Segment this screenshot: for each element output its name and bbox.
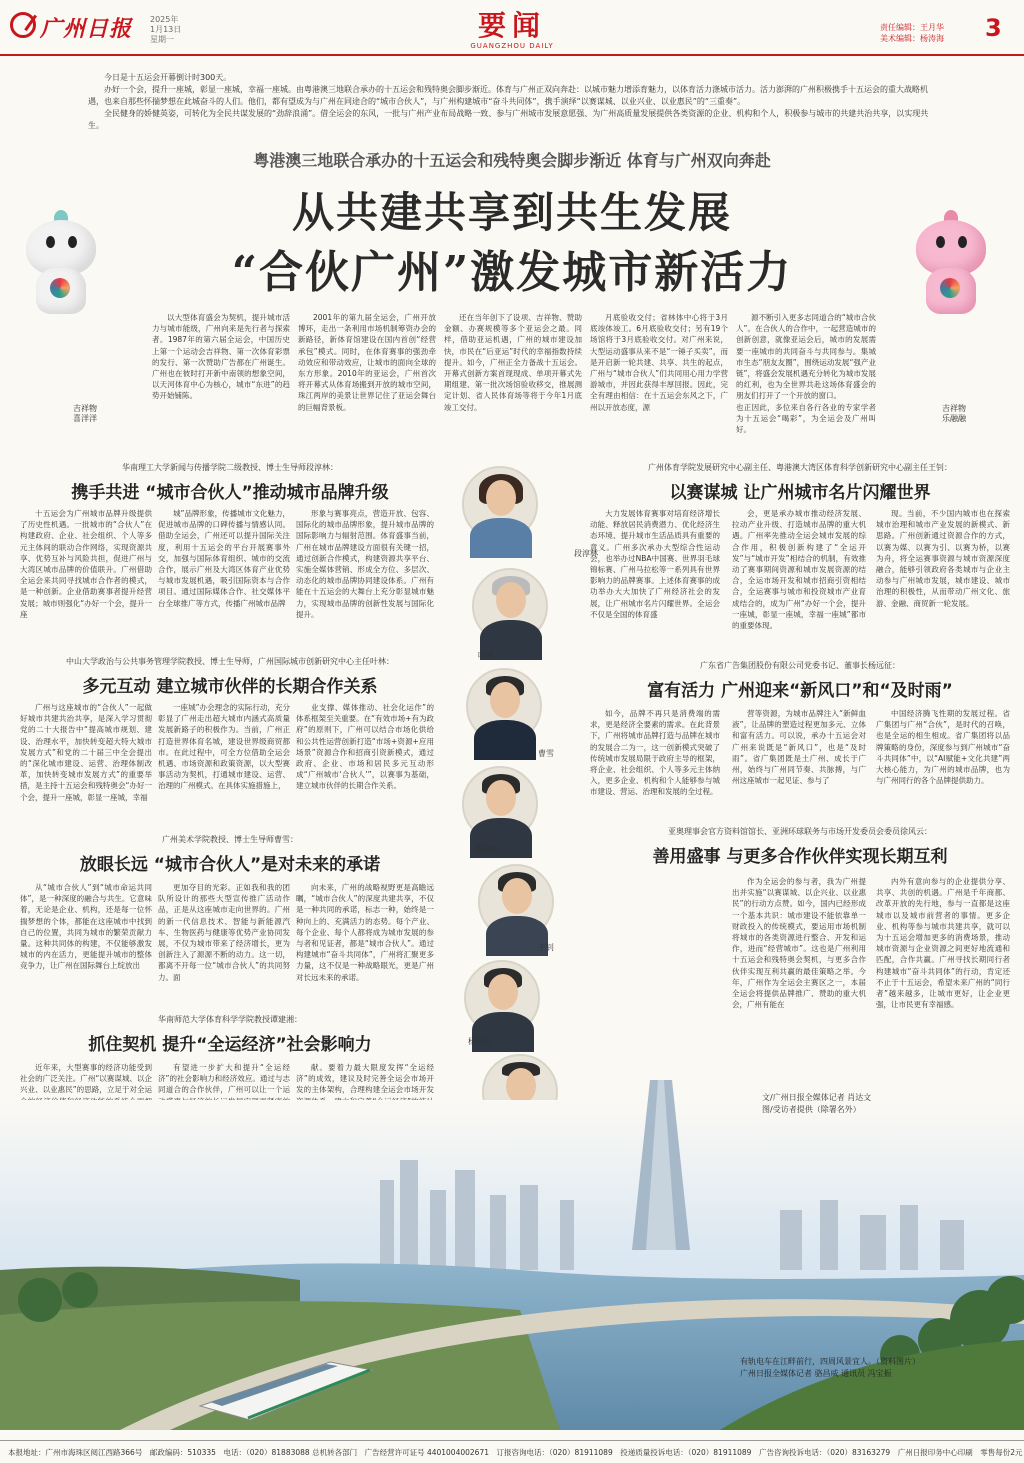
article-byline: 华南师范大学体育科学学院教授谭建湘： (158, 1015, 302, 1024)
lead-paragraph: 源不断引入更多志同道合的“城市合伙人”。在合伙人的合作中，一起营造城市的创新创意，就像亚运会后，城市的发展需要一座城市的共同奋斗与共同参与。集城市生态“朋友友圈”，围绕运动发展“强产业链”，将盛会发展机遇充分转化为城市发展的红利，也为全世界共赴这场体育盛会的朋友们打开了一个开放的窗口。 也正因此，多位来自各行各业的专家学者为十五运会“喝彩”，为全运会及广州叫好。 (736, 313, 876, 435)
portrait-photo (462, 766, 538, 842)
main-headline: 从共建共享到共生发展 (291, 188, 732, 237)
article-column (296, 1062, 434, 1102)
portrait-name: 杨远征 (468, 1037, 492, 1046)
credit-writer: 文/广州日报全媒体记者 肖达文 (762, 1093, 872, 1102)
credit-photos: 图/受访者提供（除署名外） (762, 1105, 861, 1114)
lead-paragraph: 2001年的第九届全运会，广州开放博环，走出一条利用市场机制筹资办会的新路径，新体育馆建设在国内首创“经营承包”模式。同时，在体育赛事的强劲牵动效应和带动效应，让城市的面向全球的东方形象。2010年的亚运会，广州首次将开幕式从体育场搬到开放的城市空间，珠江两岸的美景让世界记住了亚运会舞台的巨幅背景板。 (298, 313, 436, 412)
article-paragraph: 十五运会为广州城市品牌升级提供了历史性机遇。一批城市的“合伙人”在构建政府、企业、社会组织、个人等多元主体间的联动合作网络，实现资源共享、优势互补与风险共担，促进广州与大湾区城市品牌的价值联升。广州借助全运会来共同寻找城市合作者的模式，是一种创新。企业借助赛事者提升经营发展；城市则强化“办好一个会，提升一座 (20, 509, 152, 619)
portrait-name: 叶林 (478, 651, 494, 660)
guangzhou-skyline-illustration (0, 1100, 1024, 1430)
lead-column (736, 312, 876, 444)
page-number: 3 (985, 14, 1002, 42)
article-byline: 中山大学政治与公共事务管理学院教授、博士生导师，广州国际城市创新研究中心主任叶林： (66, 657, 394, 666)
article-paragraph: 业支撑、媒体推动、社会化运作”的体系框架至关重要。在“有效市场+有为政府”的原则下，广州可以结合市场化供给和公共性运营创新打造“市场+资源+应用场景”资源合作和招商引资新模式，通过政府、企业、市场和居民多元互动形成“广州城市‘合伙人’”，以赛事为基础，建立城市伙伴的长期合作关系。 (296, 703, 434, 791)
article-column (876, 876, 1010, 1086)
intro-paragraph: 办好一个会，提升一座城，彰显一座城，幸福一座城。由粤港澳三地联合承办的十五运会和残特奥会脚步渐近。体育与广州正双向奔赴：以城市魅力增添育魅力，以体育活力涤城市活力。活力澎湃的广州积极携手十五运会的重大战略机遇，也来自那些怀揣梦想在此城奋斗的人们。他们，都有望成为与广州在同途合的“城市合伙人”，与广州构建城市“奋斗共同体”，携手演绎“以赛谋城、以业兴业、以业惠民”的“三重奏”。 (88, 85, 928, 106)
section-title: 要闻 (477, 9, 546, 42)
lead-column (590, 312, 728, 444)
lead-column (298, 312, 436, 444)
article-paragraph: 会，更是承办城市推动经济发展、拉动产业升级、打造城市品牌的重大机遇。广州率先推动全运会城市发展的综合作用，积极创新构建了“全运开发”与“城市开发”相结合的机制，有效推动了赛事期间资源和城市发展资源的结合，全运市场开发和城市招商引资相结合，全运赛事与城市和投资城市产业育成结合的，成为广州“办好一个会，提升一座城，彰显一座城，幸福一座城”都市的重要体现。 (732, 509, 866, 631)
lead-column (152, 312, 290, 444)
lead-column (444, 312, 582, 444)
mascot-right-caption: 吉祥物 乐融融 (942, 404, 966, 423)
lead-paragraph: 还在当年创下了设项、吉祥物、赞助金额、办赛规模等多个亚运会之最。同样，借助亚运机遇，广州的城市建设加快，市民在“后亚运”时代的幸福指数持续提升。如今，广州正全力备战十五运会。开幕式创新方案首现现成、单项开幕式先期组建、第一批次场馆验收移交，推展测定计划、省人民体育场等将于今年1月底竣工交付。 (444, 313, 582, 412)
lead-paragraph: 以大型体育盛会为契机，提升城市活力与城市能级，广州向来是先行者与探索者。1987年的第六届全运会，中国历史上第一个运动会吉祥物、第一次体育彩票的发行、第一次赞助广告都在广州诞生。广州也在彼时打开新中南领的想象空间，以天河体育中心为核心，城市“东进”的趋势开始铺陈。 (152, 313, 290, 401)
page-footer: 本报地址：广州市海珠区阅江西路366号 邮政编码：510335 电话：（020）81883088 总机转各部门 广告经营许可证号 4401004002671 订报咨询电话：（020）81911089 投递质量投诉电话：（020）81911089 广告咨询投诉电话：（020）83163279 广州日报印务中心印刷 零售每份2元 (0, 1440, 1024, 1463)
publication-weekday: 星期一 (150, 35, 174, 44)
lead-paragraph: 月底验收交付；省林体中心将于3月底竣体竣工。6月底验收交付；另有19个场馆将于3月底验收交付。对广州来说，大型运动盛事从来不是“一锤子买卖”，而是开启新一轮共建、共享、共生的起点，广州与“城市合伙人”们共同用心用力学营游城市，并因此获得丰厚回报。因此，完全有理由相信：在十五运会东风之下，广州以开放态度，源 (590, 313, 728, 412)
photo-caption (740, 1356, 1010, 1380)
city-photo (0, 1100, 1024, 1430)
portrait-photo (462, 466, 538, 542)
mascot-left-illustration (10, 210, 110, 320)
article-paragraph: 现。当前，不少国内城市也在探索城市治理和城市产业发展的新模式、新思路。广州创新通过资源合作的方式，以赛为媒、以赛为引、以赛为桥，以赛为舟，将全运赛事资源与城市资源深度融合，能够引领政府各类城市与企业主动参与广州城市发展，城市建设、城市治理的积极性，从而带动广州文化、旅游、金融、商贸新一轮发展。 (876, 509, 1010, 608)
mascot-left-caption: 吉祥物 喜洋洋 (73, 404, 97, 423)
article-paragraph: 大力发展体育赛事对培育经济增长动能、释放居民消费潜力、优化经济生态环境、提升城市生活品质具有重要的意义。广州多次承办大型综合性运动会，也举办过NBA中国赛、世界羽毛球锦标赛、广州马拉松等一系列具有世界影响力的品牌赛事。上述体育赛事的成功举办大大加快了广州经济社会的发展，让广州城市名片闪耀世界。全运会不仅是全国的体育盛 (590, 509, 720, 619)
article-paragraph: 城”品牌形象，传播城市文化魅力，促进城市品牌的口碑传播与情感认同。借助全运会，广州还可以提升国际关注度，利用十五运会的平台开展赛事外交，加强与国际体育组织、城市的交流合作，展示广州及大湾区体育产业优势与城市发展机遇，吸引国际资本与合作项目。通过国际媒体合作、社交媒体平台全球推广等方式，传播广州城市品牌 (158, 509, 290, 608)
article-credit (762, 1092, 1022, 1116)
article-byline: 华南理工大学新闻与传播学院二级教授、博士生导师段淳林： (122, 463, 338, 472)
article-title: 富有活力 广州迎来“新风口”和“及时雨” (647, 681, 953, 701)
portrait-name: 王钊 (538, 943, 554, 952)
portrait-photo (464, 960, 540, 1036)
intro-paragraph: 今日是十五运会开幕倒计时300天。 (104, 73, 232, 82)
article-title: 抓住契机 提升“全运经济”社会影响力 (88, 1035, 372, 1055)
article-paragraph: 形象与赛事亮点，营造开放、包容、国际化的城市品牌形象，提升城市品牌的国际影响力与辐射范围。体育盛事当前，广州在城市品牌建设方面很有关键一招，通过创新合作模式，构建资源共享平台、实施全媒体营销、形成全方位、多层次、动态化的城市品牌协同建设体系。广州有能在十五运会的大舞台上充分彰显城市魅力，实现城市品牌的创新性发展与国际化提升。 (296, 509, 434, 619)
article-paragraph: 一座城”办会理念的实际行动，充分彰显了广州走出超大城市内涵式高质量发展新路子的积极作为。当前，广州正打造世界体育名城，建设世界级商贸都市。在此过程中，可全方位借助全运会机遇、市场资源和政策资源，以大型赛事活动为契机，打通城市建设、运营、治理的广州模式。在具体实施措施上， (158, 703, 290, 791)
article-paragraph: 作为全运会的参与者，我为广州提出并实施“以赛谋城、以企兴业、以业惠民”的行动方点赞。如今，国内已经形成一个基本共识：城市建设不能依靠单一财政投入的传统模式，要运用市场机制将城市的各类资源进行整合、开发和运作，进而“经营城市”。这也是广州利用十五运会和残特奥会契机，与更多合作伙伴实现互利共赢的最佳策略之举。今年，广州作为全运会主赛区之一，本届全运会将提供品牌推广、赞助的重大机会，广州有能在 (732, 877, 866, 1010)
games-logo-icon (50, 278, 70, 298)
newspaper-logo-icon (10, 12, 36, 38)
article-paragraph: 更加夺目的光彩。正如我和我的团队所设计的那些大型宣传推广活动作品，正是从这座城市走向世界的。广州的新一代信息技术、智能与新能源汽车、生物医药与健康等优势产业协同发展，不仅为城市带来了经济增长，更为创新注入了源源不断的动力。这一切，都离不开每一位“城市合伙人”的共同努力。面 (158, 883, 290, 982)
article-paragraph: 如今，品牌不再只是消费端的需求，更是经济全要素的需求。在此背景下，广州将城市品牌打造与品牌在城市的发展合二为一，这一创新模式突破了传统城市发展局限于政府主导的框架，将企业、社会组织、个人等多元主体纳入，更多企业、机构和个人能够参与城市建设、营运、治理和发展的全过程。 (590, 709, 720, 797)
newspaper-name: 广州日报 (40, 16, 133, 42)
article-column (590, 708, 720, 816)
headline-kicker: 粤港澳三地联合承办的十五运会和残特奥会脚步渐近 体育与广州双向奔赴 (253, 151, 771, 170)
article-column (296, 702, 434, 820)
article-title: 携手共进 “城市合伙人”推动城市品牌升级 (71, 483, 389, 503)
article-byline: 广东省广告集团股份有限公司党委书记、董事长杨远征： (700, 661, 900, 670)
article-paragraph: 中国经济腾飞性期的发展过程。省广集团与广州“合伙”，是时代的召唤，也是全运的相生相成。省广集团将以品牌策略的身份，深度参与到广州城市“奋斗共同体”中，以“AI赋能+文化共建”两大核心能力，为广州的城市品牌，也为与广州同行的各个品牌提供助力。 (876, 709, 1010, 786)
article-paragraph: 内外有意向参与的企业提供分享、共享、共创的机遇。广州是千年商都、改革开放的先行地，参与一直都是这座城市以及城市前营者的事情。更多企业、机构等参与城市共建共享，就可以为十五运会增加更多的消费场景，推动城市资源与企业资源之间更好地流通和匹配，合作共赢。广州寻找长期同行者构建城市“奋斗共同体”的行动，肯定还不止于十五运会，希望未来广州的“同行者”越来越多，让城市更好，让企业更强，让市民更有幸福感。 (876, 877, 1010, 1010)
publication-year: 2025年 (150, 15, 179, 24)
article-column (876, 708, 1010, 816)
games-logo-icon (940, 278, 960, 298)
main-headline-secondary: “合伙广州”激发城市新活力 (231, 247, 793, 298)
article-column (20, 702, 152, 820)
article-column (158, 1062, 290, 1102)
article-byline: 广州体育学院发展研究中心副主任、粤港澳大湾区体育科学创新研究中心副主任王钊： (648, 463, 952, 472)
photo-caption-credit: 广州日报全媒体记者 骆昌威 通讯员 冯宝振 (740, 1369, 892, 1378)
article-column (296, 882, 434, 1000)
article-column (20, 508, 152, 644)
article-byline: 广州美术学院教授、博士生导师曹雪： (162, 835, 298, 844)
article-paragraph: 营等资源，为城市品牌注入“新鲜血液”，让品牌的塑造过程更加多元、立体和富有活力。可以说，承办十五运会对广州来说既是“新风口”，也是“及时雨”。省广集团既是土广州、成长于广州，始终与广州同节奏、共脉搏，与广州这座城市一起见证、参与了 (732, 709, 866, 786)
article-column (732, 876, 866, 1086)
art-editor: 美术编辑：杨涛海 (880, 34, 944, 43)
section-subtitle: GUANGZHOU DAILY (470, 42, 554, 50)
article-title: 善用盛事 与更多合作伙伴实现长期互利 (652, 847, 948, 867)
photo-caption-text: 有轨电车在江畔前行，四周风景宜人。（资料图片） (740, 1357, 920, 1366)
portrait-name: 谭建湘 (474, 845, 498, 854)
article-column (296, 508, 434, 644)
portrait-name: 段淳林 (574, 549, 598, 558)
intro-paragraph: 全民健身的娇健英姿，可转化为全民共谋发展的“劲辞浪涌”。借全运会的东风，一批与广州产业布局战略一致、参与广州城市发展意愿强、为广州高质量发展提供各类资源的企业、机构和个人，积极参与城市的共建共治共享，以实现共生。 (88, 109, 929, 130)
article-column (158, 508, 290, 644)
article-column (876, 508, 1010, 636)
article-paragraph: 向未来，广州的战略视野更是高瞻远瞩，“城市合伙人”的深度共建共享，不仅是一种共同的承诺，标志一种，始终是一种向上的、充满活力的态势。每个产业、每个企业、每个人都将成为城市发展的参与者和见证者，都是“城市合伙人”。通过构建城市“奋斗共同体”，广州将汇聚更多力量，这不仅是一种战略眼光，更是广州对长远未来的承诺。 (296, 883, 434, 982)
portrait-photo (478, 864, 554, 940)
article-paragraph: 从“城市合伙人”到“城市命运共同体”，是一种深度的融合与共生。它意味着，无论是企业、机构，还是每一位怀揣梦想的个体，都能在这座城市中找到自己的位置，共同为城市的繁荣贡献力量。这种共同体的构建，不仅能够激发城市的内在活力，更能提升城市的整体竞争力，让广州在国际舞台上绽放出 (20, 883, 152, 971)
responsible-editor: 责任编辑：王月华 (880, 23, 944, 32)
article-column (20, 882, 152, 1000)
publication-date: 1月13日 (150, 25, 182, 34)
article-title: 放眼长远 “城市合伙人”是对未来的承诺 (79, 855, 381, 875)
article-title: 以赛谋城 让广州城市名片闪耀世界 (669, 483, 931, 503)
portrait-photo (472, 568, 548, 644)
article-column (732, 508, 866, 636)
article-column (590, 508, 720, 636)
article-paragraph: 近年来，大型赛事的经济功能受到社会的广泛关注。广州“以赛谋城、以企兴业、以业惠民”的思路，立足于对全运 (20, 1063, 152, 1095)
article-column (732, 708, 866, 816)
article-column (20, 1062, 152, 1102)
article-column (158, 702, 290, 820)
article-column (158, 882, 290, 1000)
portrait-photo (466, 668, 542, 744)
article-title: 多元互动 建立城市伙伴的长期合作关系 (82, 677, 378, 697)
article-byline: 亚奥理事会官方资料馆馆长、亚洲环球联务与市场开发委员会委员徐风云： (668, 827, 932, 836)
article-paragraph: 有望进一步扩大和提升“全运经济”的社会影响力和经济效应。通过与志同道合的合作伙伴，广州可以让一个运 (158, 1063, 290, 1095)
masthead (0, 0, 1024, 56)
intro-paragraphs (88, 72, 936, 132)
article-paragraph: 献。要着力最大限度发挥“全运经济”的成效，建议及时完善全运会市场开发的主体架构，合理构建全运会市场开发 (296, 1063, 434, 1095)
portrait-name: 曹雪 (538, 749, 554, 758)
mascot-right-illustration (900, 210, 1000, 320)
article-paragraph: 广州与这座城市的“合伙人”一起做好城市共建共治共享，是深入学习贯彻党的二十大报告中“提高城市规划、建设、治理水平，加快转变超大特大城市发展方式”和党的二十届三中全会提出的“深化城市建设、运营、治理体制改革，加快转变城市发展方式”的重要举措，是主持十五运会和残特奥会“办好一个会，提升一座城，彰显一座城，幸福 (20, 703, 152, 802)
